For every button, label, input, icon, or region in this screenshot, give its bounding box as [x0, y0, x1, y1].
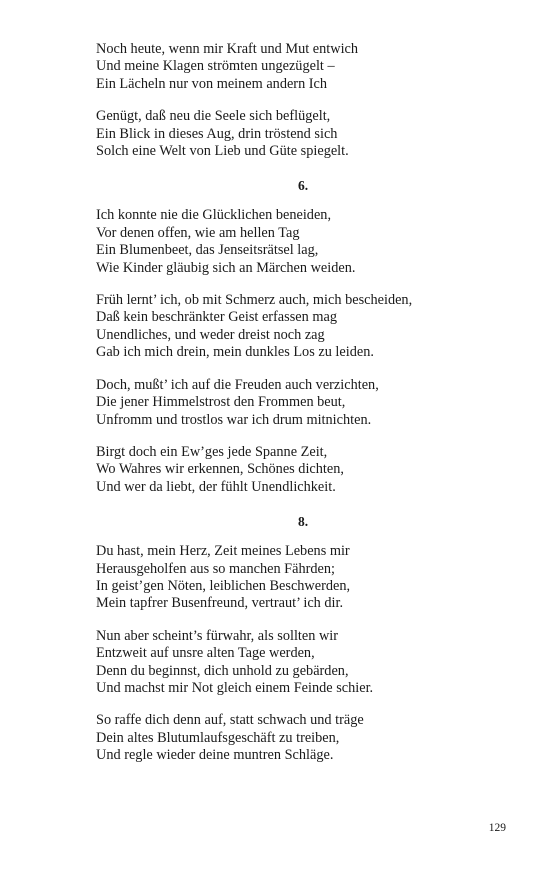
verse-line: Ich konnte nie die Glücklichen beneiden, — [96, 207, 332, 224]
verse-line: Doch, mußt’ ich auf die Freuden auch verzichten, — [96, 376, 379, 393]
verse-line: Entzweit auf unsre alten Tage werden, — [96, 645, 315, 662]
verse-line: Vor denen offen, wie am hellen Tag — [96, 224, 300, 241]
stanza — [96, 712, 496, 764]
verse-line: Mein tapfrer Busenfreund, vertraut’ ich dir. — [96, 595, 344, 612]
poem-section-number: 8. — [297, 514, 309, 530]
verse-line: So raffe dich denn auf, statt schwach und träge — [96, 712, 364, 729]
verse-line: Genügt, daß neu die Seele sich beflügelt, — [96, 108, 331, 125]
verse-line: Früh lernt’ ich, ob mit Schmerz auch, mich bescheiden, — [96, 292, 413, 309]
stanza — [96, 543, 496, 613]
stanza — [96, 628, 496, 698]
verse-line: Unendliches, und weder dreist noch zag — [96, 326, 325, 343]
verse-line: Birgt doch ein Ew’ges jede Spanne Zeit, — [96, 443, 328, 460]
verse-line: Noch heute, wenn mir Kraft und Mut entwich — [96, 41, 359, 57]
verse-line: Dein altes Blutumlaufsgeschäft zu treiben, — [96, 729, 340, 746]
verse-line: Denn du beginnst, dich unhold zu gebärden, — [96, 662, 349, 679]
verse-line: Und regle wieder deine muntren Schläge. — [96, 747, 334, 764]
verse-line: Die jener Himmelstrost den Frommen beut, — [96, 394, 346, 411]
stanza — [96, 444, 496, 496]
poem-section-number: 6. — [297, 178, 309, 194]
poem-body — [96, 41, 496, 780]
verse-line: Du hast, mein Herz, Zeit meines Lebens mir — [96, 543, 350, 560]
verse-line: Gab ich mich drein, mein dunkles Los zu leiden. — [96, 344, 374, 361]
page-number: 129 — [488, 822, 506, 834]
verse-line: Unfromm und trostlos war ich drum mitnichten. — [96, 411, 372, 428]
stanza — [96, 377, 496, 429]
verse-line: Solch eine Welt von Lieb und Güte spiegelt. — [96, 143, 349, 160]
verse-line: Und machst mir Not gleich einem Feinde schier. — [96, 679, 374, 696]
verse-line: Herausgeholfen aus so manchen Fährden; — [96, 560, 335, 577]
verse-line: Nun aber scheint’s fürwahr, als sollten wir — [96, 627, 339, 644]
verse-line: Ein Blick in dieses Aug, drin tröstend sich — [96, 125, 338, 142]
verse-line: Wo Wahres wir erkennen, Schönes dichten, — [96, 461, 344, 478]
stanza — [96, 207, 496, 277]
verse-line: Und meine Klagen strömten ungezügelt – — [96, 58, 335, 75]
stanza — [96, 292, 496, 362]
stanza — [96, 41, 496, 93]
verse-line: Ein Lächeln nur von meinem andern Ich — [96, 75, 328, 92]
verse-line: Und wer da liebt, der fühlt Unendlichkeit. — [96, 478, 336, 495]
verse-line: Ein Blumenbeet, das Jenseitsrätsel lag, — [96, 242, 319, 259]
verse-line: In geist’gen Nöten, leiblichen Beschwerden, — [96, 577, 351, 594]
verse-line: Wie Kinder gläubig sich an Märchen weiden. — [96, 259, 356, 276]
stanza — [96, 108, 496, 160]
verse-line: Daß kein beschränkter Geist erfassen mag — [96, 309, 337, 326]
